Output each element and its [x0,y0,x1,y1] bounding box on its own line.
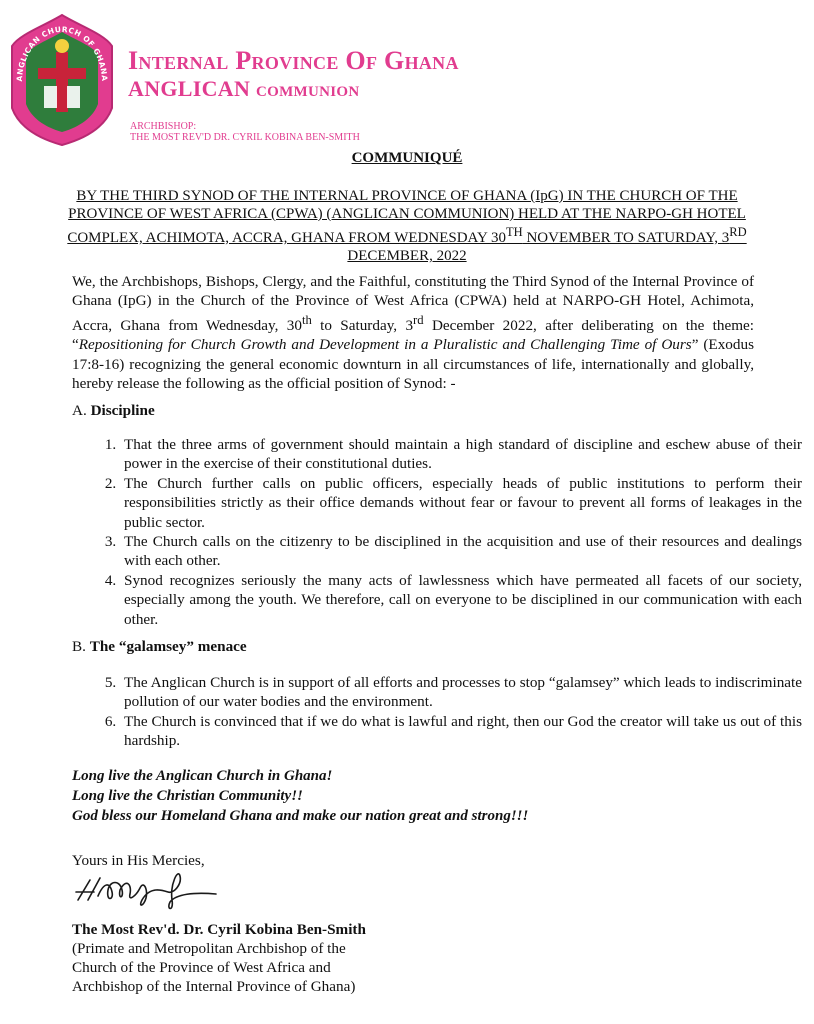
document-title: COMMUNIQUÉ [351,150,463,166]
province-title: Internal Province Of Ghana [128,46,459,75]
galamsey-list [72,673,802,751]
church-seal-logo [8,12,116,148]
section-b-letter: B. [72,638,86,655]
signatory-role: (Primate and Metropolitan Archbishop of the [72,940,346,957]
closing-blessings [72,766,528,826]
heading-sup-2: RD [729,225,747,239]
list-item: 1. That the three arms of government should maintain a high standard of discipline and eschew abuse of their power in the exercise of their constitutional duties. [120,435,802,474]
list-item: 6. The Church is convinced that if we do what is lawful and right, then our God the creator will take us out of this hardship. [120,712,802,751]
closing-line: Long live the Christian Community!! [72,788,303,804]
list-item: 3. The Church calls on the citizenry to be disciplined in the acquisition and use of their resources and dealings with each other. [120,532,802,571]
intro-paragraph [72,272,754,394]
section-a-heading [72,402,155,420]
heading-text-1: BY THE THIRD SYNOD OF THE INTERNAL PROVINCE OF GHANA (IpG) IN THE CHURCH OF THE PROVINCE OF WEST AFRICA (CPWA) (ANGLICAN COMMUNION) HELD AT THE NARPO-GH HOTEL COMPLEX, ACHIMOTA, ACCRA, GHANA FROM WEDNESDAY 30 [67,188,746,246]
list-item: 2. The Church further calls on public officers, especially heads of public institutions to perform their responsibilities strictly as their office demands without fear or favour to prevent all forms of leakages in the public sector. [120,474,802,532]
heading-text-3: DECEMBER, 2022 [347,248,467,264]
signatory-role: Church of the Province of West Africa and [72,959,331,976]
section-a-letter: A. [72,402,87,419]
list-item: 4. Synod recognizes seriously the many acts of lawlessness which have permeated all facets of our society, especially among the youth. We therefore, call on everyone to be disciplined in our communication with each other. [120,571,802,629]
intro-theme: Repositioning for Church Growth and Development in a Pluralistic and Challenging Time of Ours [78,336,692,354]
intro-text-4: ” (Exodus 17:8-16) recognizing the general economic downturn in all circumstances of life, internationally and globally, hereby release the following as the official position of Synod: - [72,336,754,393]
signatory-name: The Most Rev'd. Dr. Cyril Kobina Ben-Smith [72,921,366,938]
closing-line: God bless our Homeland Ghana and make our nation great and strong!!! [72,808,529,824]
section-a-title: Discipline [90,402,155,419]
signatory-role: Archbishop of the Internal Province of Ghana) [72,978,356,995]
archbishop-name: THE MOST REV'D DR. CYRIL KOBINA BEN-SMITH [130,132,360,143]
discipline-list [72,435,802,629]
intro-sup-2: rd [413,312,424,327]
communion-subtitle: ANGLICAN communion [128,76,360,101]
seal-text: ANGLICAN CHURCH OF GHANA [14,24,110,82]
archbishop-block [130,121,360,143]
intro-sup-1: th [301,312,312,327]
salutation: Yours in His Mercies, [72,852,205,869]
intro-text-1: We, the Archbishops, Bishops, Clergy, and the Faithful, constituting the Third Synod of the Internal Province of Ghana (IpG) in the Church of the Province of West Africa (CPWA) held at NARPO-GH Hotel, Achimota, Accra, Ghana from Wednesday, 30 [72,273,754,334]
heading-text-2: NOVEMBER TO SATURDAY, 3 [522,230,730,246]
intro-text-3: December 2022, after deliberating on the theme: “ [72,316,754,354]
list-item: 5. The Anglican Church is in support of all efforts and processes to stop “galamsey” which leads to indiscriminate pollution of our water bodies and the environment. [120,673,802,712]
section-b-heading [72,638,247,656]
heading-sup-1: TH [506,225,523,239]
signatory-block [72,920,366,996]
archbishop-label: ARCHBISHOP: [130,121,197,132]
communique-heading [62,187,752,265]
intro-text-2: to Saturday, 3 [311,316,414,334]
closing-line: Long live the Anglican Church in Ghana! [72,768,333,784]
handwritten-signature [70,870,220,914]
section-b-title: The “galamsey” menace [89,638,247,655]
